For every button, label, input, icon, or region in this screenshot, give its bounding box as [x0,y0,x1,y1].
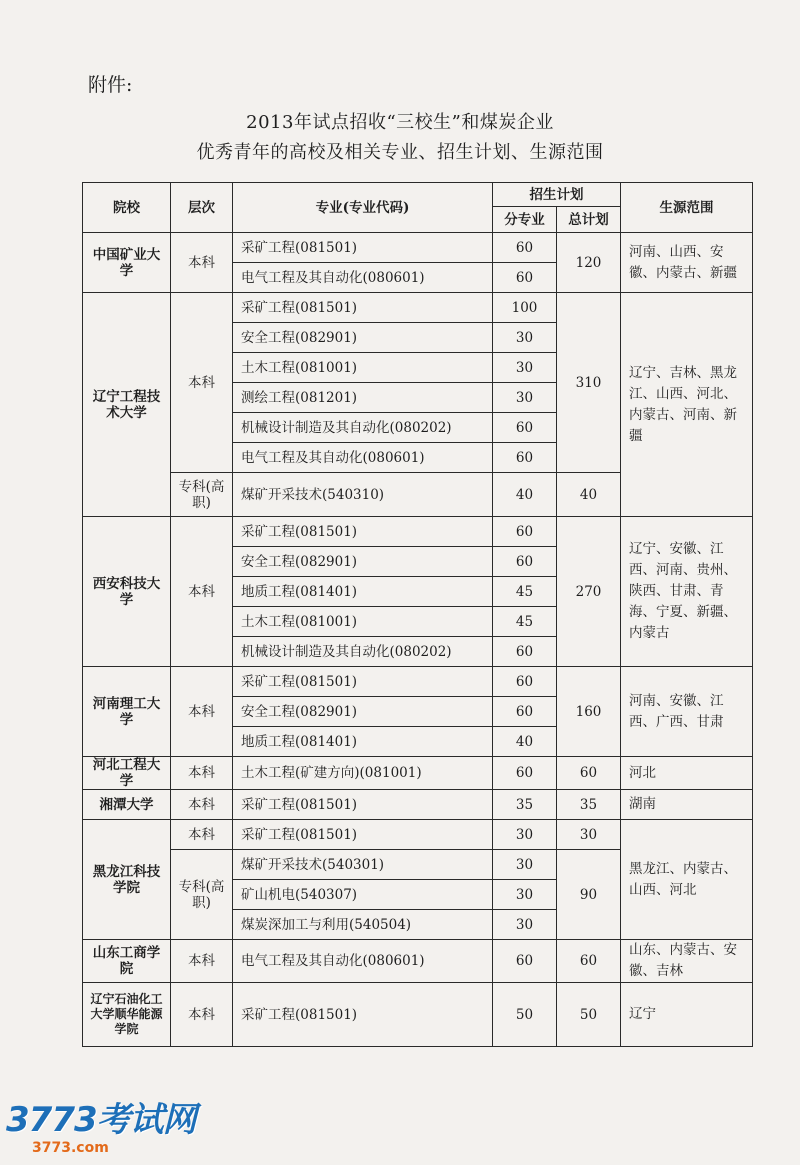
major-count: 45 [493,577,557,607]
total-plan: 60 [557,940,621,983]
major-count: 60 [493,940,557,983]
region-list: 湖南 [621,790,753,820]
school-name: 山东工商学 院 [83,940,171,983]
school-name: 辽宁工程技术大学 [83,293,171,517]
region-list: 辽宁、吉林、黑龙江、山西、河北、内蒙古、河南、新疆 [621,293,753,517]
major-name: 采矿工程(081501) [233,820,493,850]
table-row [83,757,753,790]
total-plan: 35 [557,790,621,820]
site-logo-url: 3773.com [32,1140,109,1156]
level: 本科 [171,517,233,667]
table-row [83,940,753,983]
major-name: 采矿工程(081501) [233,667,493,697]
level: 本科 [171,820,233,850]
total-plan: 120 [557,233,621,293]
total-plan: 90 [557,850,621,940]
table-row [83,233,753,263]
document-title-line2: 优秀青年的高校及相关专业、招生计划、生源范围 [196,142,604,163]
major-name: 煤矿开采技术(540310) [233,473,493,517]
site-logo [6,1100,196,1160]
school-name: 湘潭大学 [83,790,171,820]
school-name: 黑龙江科技学院 [83,820,171,940]
major-name: 电气工程及其自动化(080601) [233,940,493,983]
school-name: 中国矿业大 学 [83,233,171,293]
major-name: 测绘工程(081201) [233,383,493,413]
table-row [83,293,753,323]
major-name: 采矿工程(081501) [233,790,493,820]
major-name: 采矿工程(081501) [233,517,493,547]
major-count: 60 [493,413,557,443]
table-body [83,233,753,1047]
header-plan: 招生计划 [493,183,621,207]
major-count: 30 [493,820,557,850]
major-count: 30 [493,850,557,880]
header-school: 院校 [83,183,171,233]
level: 专科(高职) [171,850,233,940]
major-count: 60 [493,263,557,293]
major-name: 土木工程(081001) [233,607,493,637]
table-row [83,983,753,1047]
major-count: 35 [493,790,557,820]
major-name: 安全工程(082901) [233,697,493,727]
major-name: 地质工程(081401) [233,577,493,607]
total-plan: 50 [557,983,621,1047]
attachment-label: 附件: [88,74,133,96]
site-logo-text: 3773考试网 [6,1100,196,1140]
major-count: 60 [493,443,557,473]
major-count: 30 [493,353,557,383]
major-name: 机械设计制造及其自动化(080202) [233,413,493,443]
level: 本科 [171,667,233,757]
region-list: 黑龙江、内蒙古、山西、河北 [621,820,753,940]
region-list: 辽宁 [621,983,753,1047]
school-name: 西安科技大 学 [83,517,171,667]
school-name: 辽宁石油化工大学顺华能源学院 [83,983,171,1047]
document-title-line1: 2013年试点招收“三校生”和煤炭企业 [246,112,554,133]
major-name: 采矿工程(081501) [233,233,493,263]
major-count: 40 [493,473,557,517]
region-list: 河南、山西、安徽、内蒙古、新疆 [621,233,753,293]
major-name: 安全工程(082901) [233,547,493,577]
major-count: 60 [493,667,557,697]
level: 本科 [171,983,233,1047]
major-name: 采矿工程(081501) [233,293,493,323]
table-row [83,790,753,820]
major-count: 30 [493,880,557,910]
major-count: 60 [493,547,557,577]
region-list: 辽宁、安徽、江西、河南、贵州、陕西、甘肃、青海、宁夏、新疆、内蒙古 [621,517,753,667]
header-region: 生源范围 [621,183,753,233]
major-count: 60 [493,637,557,667]
region-list: 河南、安徽、江西、广西、甘肃 [621,667,753,757]
major-name: 安全工程(082901) [233,323,493,353]
major-count: 30 [493,323,557,353]
region-list: 河北 [621,757,753,790]
total-plan: 40 [557,473,621,517]
major-count: 60 [493,517,557,547]
table-row [83,517,753,547]
major-count: 30 [493,910,557,940]
major-name: 机械设计制造及其自动化(080202) [233,637,493,667]
major-count: 30 [493,383,557,413]
major-count: 45 [493,607,557,637]
school-name: 河北工程大 学 [83,757,171,790]
school-name: 河南理工大 学 [83,667,171,757]
major-count: 60 [493,697,557,727]
enrollment-table [82,182,753,1047]
region-list: 山东、内蒙古、安徽、吉林 [621,940,753,983]
major-name: 矿山机电(540307) [233,880,493,910]
table-row [83,667,753,697]
level: 本科 [171,940,233,983]
major-name: 地质工程(081401) [233,727,493,757]
total-plan: 160 [557,667,621,757]
level: 本科 [171,790,233,820]
total-plan: 310 [557,293,621,473]
major-name: 采矿工程(081501) [233,983,493,1047]
major-name: 电气工程及其自动化(080601) [233,263,493,293]
header-per-major: 分专业 [493,207,557,233]
major-count: 60 [493,233,557,263]
major-count: 40 [493,727,557,757]
major-count: 60 [493,757,557,790]
level: 本科 [171,293,233,473]
total-plan: 270 [557,517,621,667]
level: 专科(高职) [171,473,233,517]
major-count: 100 [493,293,557,323]
major-name: 煤炭深加工与利用(540504) [233,910,493,940]
major-name: 土木工程(081001) [233,353,493,383]
level: 本科 [171,233,233,293]
level: 本科 [171,757,233,790]
major-name: 煤矿开采技术(540301) [233,850,493,880]
major-name: 电气工程及其自动化(080601) [233,443,493,473]
header-total: 总计划 [557,207,621,233]
total-plan: 30 [557,820,621,850]
header-level: 层次 [171,183,233,233]
header-major: 专业(专业代码) [233,183,493,233]
major-name: 土木工程(矿建方向)(081001) [233,757,493,790]
major-count: 50 [493,983,557,1047]
table-row [83,820,753,850]
total-plan: 60 [557,757,621,790]
